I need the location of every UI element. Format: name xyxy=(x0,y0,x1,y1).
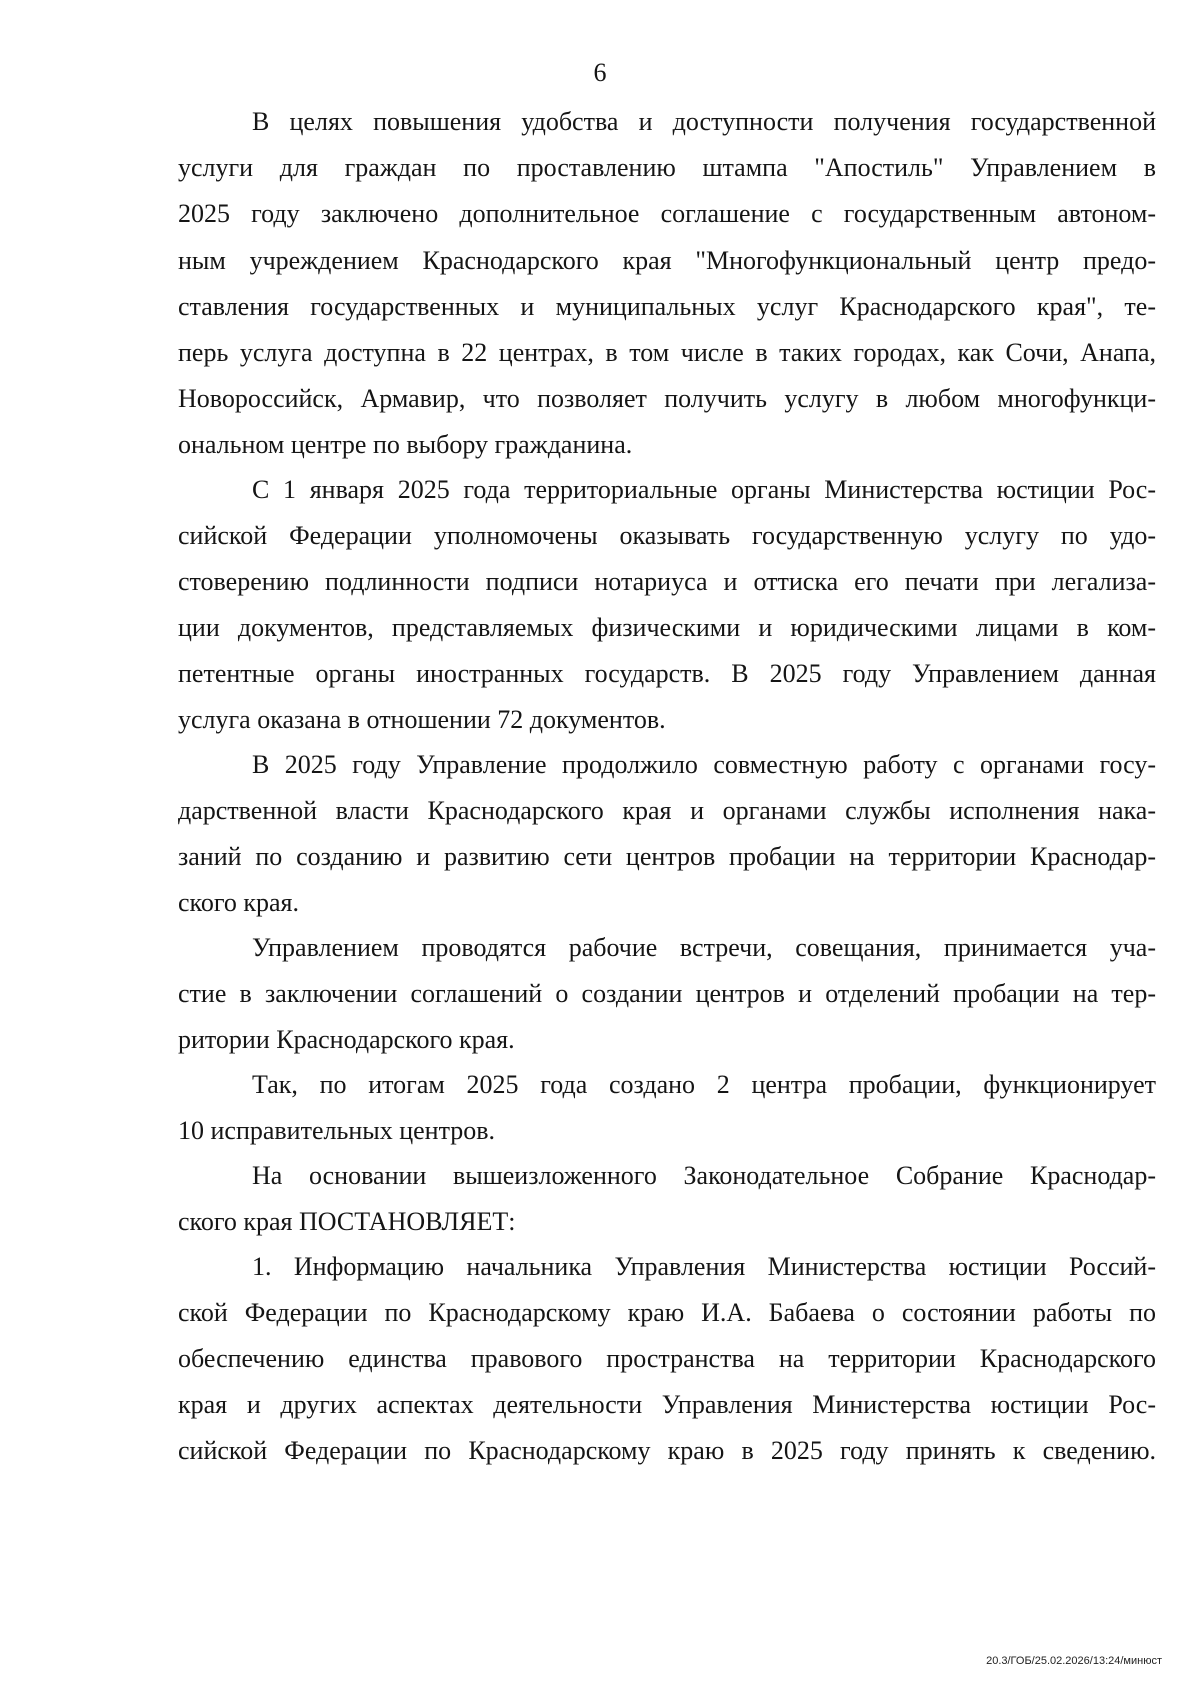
text-line: С 1 января 2025 года территориальные органы Министерства юстиции Рос- xyxy=(252,475,1156,504)
text-line: На основании вышеизложенного Законодательное Собрание Краснодар- xyxy=(252,1161,1156,1190)
text-line: ональном центре по выбору гражданина. xyxy=(178,430,633,459)
text-line: перь услуга доступна в 22 центрах, в том числе в таких городах, как Сочи, Анапа, xyxy=(178,338,1156,367)
text-line: дарственной власти Краснодарского края и органами службы исполнения нака- xyxy=(178,796,1156,825)
text-line: стие в заключении соглашений о создании центров и отделений пробации на тер- xyxy=(178,979,1156,1008)
text-line: края и других аспектах деятельности Управления Министерства юстиции Рос- xyxy=(178,1390,1156,1419)
text-line: ставления государственных и муниципальных услуг Краснодарского края", те- xyxy=(178,292,1156,321)
text-line: 2025 году заключено дополнительное соглашение с государственным автоном- xyxy=(178,199,1156,228)
text-line: Управлением проводятся рабочие встречи, совещания, принимается уча- xyxy=(252,933,1156,962)
text-line: петентные органы иностранных государств. В 2025 году Управлением данная xyxy=(178,659,1156,688)
page-number: 6 xyxy=(593,58,607,87)
text-line: В целях повышения удобства и доступности получения государственной xyxy=(252,107,1156,136)
text-line: Новороссийск, Армавир, что позволяет получить услугу в любом многофункци- xyxy=(178,384,1156,413)
text-line: ритории Краснодарского края. xyxy=(178,1025,515,1054)
text-line: обеспечению единства правового пространства на территории Краснодарского xyxy=(178,1344,1156,1373)
text-line: услуга оказана в отношении 72 документов. xyxy=(178,705,666,734)
text-line: услуги для граждан по проставлению штампа "Апостиль" Управлением в xyxy=(178,153,1156,182)
text-line: 10 исправительных центров. xyxy=(178,1116,496,1145)
text-line: ского края ПОСТАНОВЛЯЕТ: xyxy=(178,1207,516,1236)
text-line: заний по созданию и развитию сети центров пробации на территории Краснодар- xyxy=(178,842,1156,871)
resolution-item-1: 1. Информацию начальника Управления Министерства юстиции Россий- xyxy=(252,1252,1156,1281)
text-line: ции документов, представляемых физическими и юридическими лицами в ком- xyxy=(178,613,1156,642)
text-line: ской Федерации по Краснодарскому краю И.А. Бабаева о состоянии работы по xyxy=(178,1298,1156,1327)
text-line: сийской Федерации по Краснодарскому краю в 2025 году принять к сведению. xyxy=(178,1436,1156,1465)
document-registration-stamp: 20.3/ГОБ/25.02.2026/13:24/минюст xyxy=(986,1655,1162,1667)
text-line: сийской Федерации уполномочены оказывать государственную услугу по удо- xyxy=(178,521,1156,550)
text-line: ского края. xyxy=(178,888,299,917)
text-line: стоверению подлинности подписи нотариуса и оттиска его печати при легализа- xyxy=(178,567,1156,596)
text-line: ным учреждением Краснодарского края "Многофункциональный центр предо- xyxy=(178,246,1156,275)
text-line: Так, по итогам 2025 года создано 2 центра пробации, функционирует xyxy=(252,1070,1156,1099)
text-line: В 2025 году Управление продолжило совместную работу с органами госу- xyxy=(252,750,1156,779)
